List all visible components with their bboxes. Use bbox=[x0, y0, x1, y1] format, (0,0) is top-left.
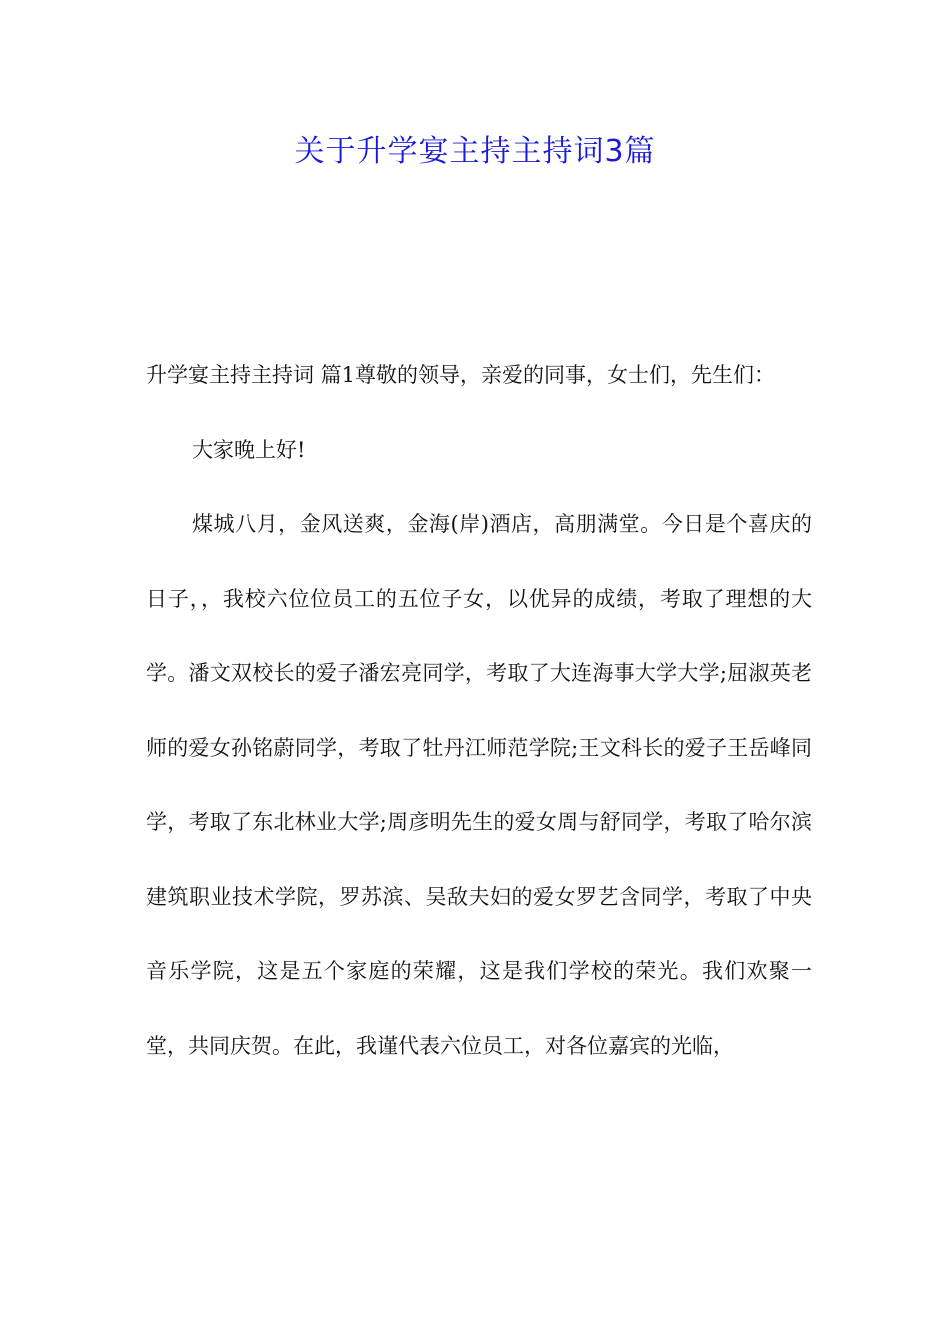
paragraph-opening: 升学宴主持主持词 篇1尊敬的领导，亲爱的同事，女士们，先生们： bbox=[146, 363, 776, 387]
document-body bbox=[146, 338, 812, 1083]
paragraph-main: 煤城八月，金风送爽，金海(岸)酒店，高朋满堂。今日是个喜庆的日子，，我校六位位员工的五位子女，以优异的成绩，考取了理想的大学。潘文双校长的爱子潘宏亮同学，考取了大连海事大学大学;屈淑英老师的爱女孙铭蔚同学，考取了牡丹江师范学院;王文科长的爱子王岳峰同学，考取了东北林业大学;周彦明先生的爱女周与舒同学，考取了哈尔滨建筑职业技术学院，罗苏滨、吴敌夫妇的爱女罗艺含同学，考取了中央音乐学院，这是五个家庭的荣耀，这是我们学校的荣光。我们欢聚一堂，共同庆贺。在此，我谨代表六位员工，对各位嘉宾的光临， bbox=[146, 512, 812, 1058]
document-title: 关于升学宴主持主持词3篇 bbox=[294, 134, 656, 169]
paragraph-greeting: 大家晚上好! bbox=[192, 437, 306, 462]
